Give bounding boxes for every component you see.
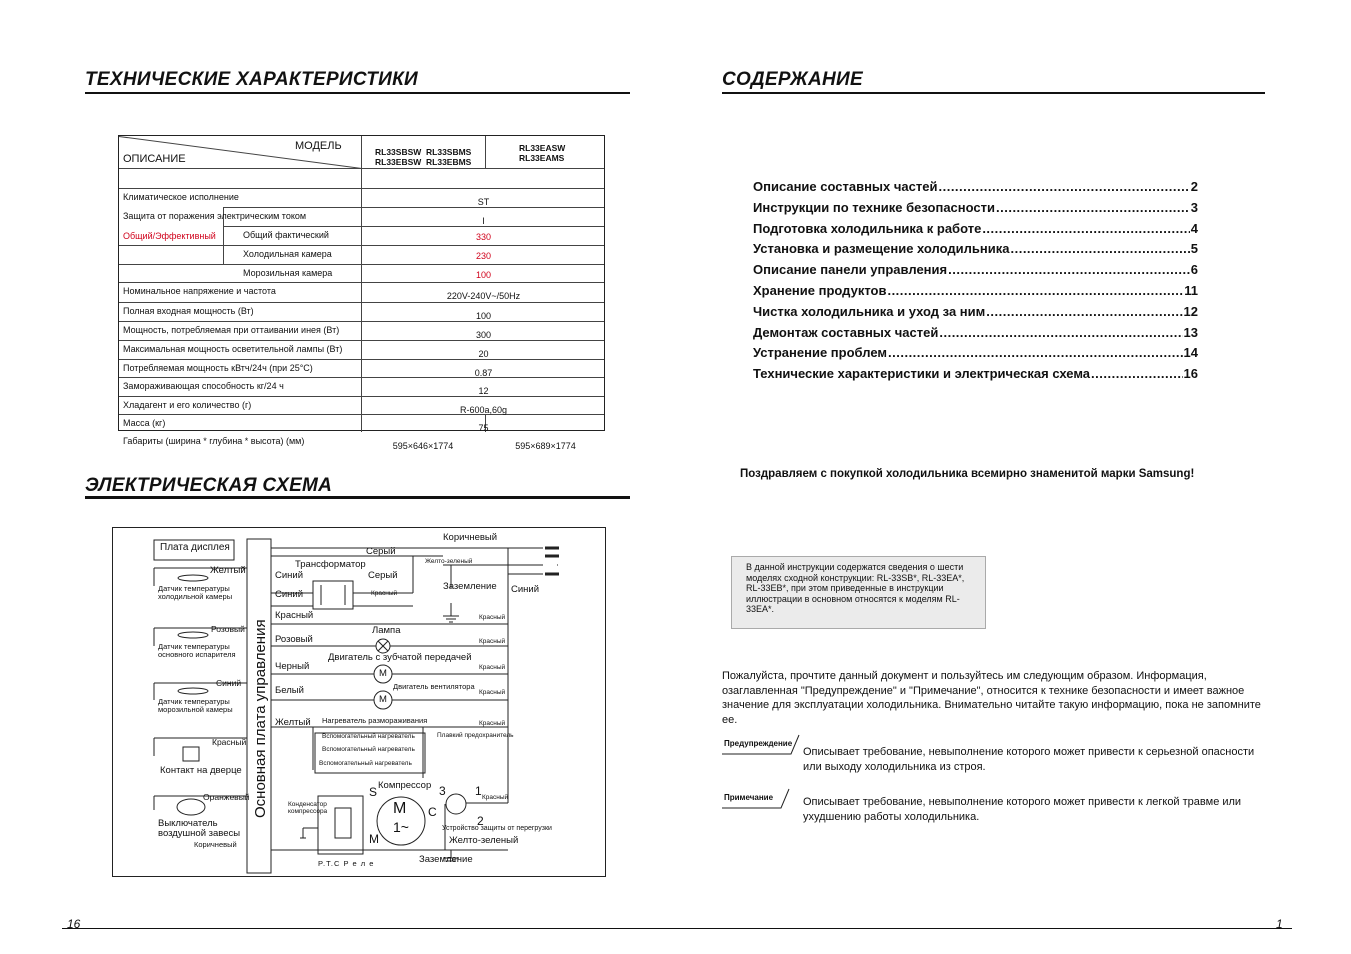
terminal-c: C xyxy=(428,805,437,819)
sensor-evaporator-label: Датчик температуры основного испарителя xyxy=(158,642,236,659)
table-row-line xyxy=(223,226,604,227)
toc-item-dots xyxy=(1010,241,1189,256)
toc-item-title: Подготовка холодильника к работе xyxy=(753,220,982,236)
header-model: МОДЕЛЬ xyxy=(295,140,342,152)
toc-item-title: Установка и размещение холодильника xyxy=(753,241,1010,257)
wire-pink-2: Розовый xyxy=(275,634,313,645)
toc-item-dots xyxy=(939,325,1182,340)
warning-tag: Предупреждение xyxy=(724,739,793,748)
wire-pink: Розовый xyxy=(211,624,245,634)
table-row-label: Потребляемая мощность кВтч/24ч (при 25°C) xyxy=(123,363,313,373)
intro-paragraph: Пожалуйста, прочтите данный документ и пользуйтесь им следующим образом. Информация, озаглавленная "Предупреждение" и "Примечание", относится к технике безопасности и имеет важное значение для эксплуатации холодильника. Внимательно читайте такую информацию, пока не запомните ее. xyxy=(722,670,1261,726)
toc-item-page: 12 xyxy=(1183,303,1198,319)
wire-red-2: Красный xyxy=(212,737,247,747)
note-text: Описывает требование, невыполнение которого может привести к легкой травме или ухудшению работы холодильника. xyxy=(803,796,1242,823)
toc-item-dots xyxy=(986,304,1182,319)
terminal-m: M xyxy=(369,832,379,846)
toc-item-page: 13 xyxy=(1183,324,1198,340)
toc-item-title: Описание составных частей xyxy=(753,179,938,194)
table-row-value: 220V-240V~/50Hz xyxy=(446,291,521,301)
toc-item-dots xyxy=(982,221,1189,236)
table-row-label: Полная входная мощность (Вт) xyxy=(123,306,254,316)
toc-item-title: Устранение проблем xyxy=(753,345,888,361)
toc-item[interactable] xyxy=(753,221,1198,236)
table-row-value: 100 xyxy=(475,270,492,280)
spec-title-rule xyxy=(85,92,630,94)
spec-table xyxy=(118,135,605,451)
toc-item[interactable] xyxy=(753,304,1198,319)
compressor-label: Компрессор xyxy=(378,780,432,791)
toc-item-page: 14 xyxy=(1183,345,1198,361)
note-box: В данной инструкции содержатся сведения о шести моделях сходной конструкции: RL-33SB*, RL-33EA*, RL-33EB*, при этом приведенные в инструкции иллюстрации в основном относятся к моделям RL-33EA*. xyxy=(731,556,986,629)
toc-item[interactable] xyxy=(753,241,1198,256)
page-number-left: 16 xyxy=(67,917,81,931)
wire-yellow-green-top: Желто-зеленый xyxy=(425,558,473,565)
toc-item-title: Инструкции по технике безопасности xyxy=(753,199,995,215)
toc-item-dots xyxy=(1091,366,1183,381)
terminal-s: S xyxy=(369,785,378,799)
main-board-label: Основная плата управления xyxy=(252,619,269,818)
aux-heater-2: Вспомогательный нагреватель xyxy=(322,746,415,753)
wire-red-1: Красный xyxy=(275,610,314,621)
compressor-motor-phase: 1~ xyxy=(393,819,409,835)
table-row-label: Габариты (ширина * глубина * высота) (мм) xyxy=(123,436,305,446)
table-row-value: 595×646×1774 xyxy=(392,441,454,451)
wire-brown-bottom: Коричневый xyxy=(194,840,237,849)
ground-label-2: Заземление xyxy=(419,854,473,865)
table-row-label: Замораживающая способность кг/24 ч xyxy=(123,381,284,391)
wire-blue-1: Синий xyxy=(275,570,304,581)
terminal-3: 3 xyxy=(439,784,446,798)
toc-item-title: Хранение продуктов xyxy=(753,283,887,298)
table-row-label: Климатическое исполнение xyxy=(123,192,239,202)
table-row-value: R-600a,60g xyxy=(459,405,508,415)
sensor-fridge-label: Датчик температуры холодильной камеры xyxy=(158,584,233,601)
overload-label: Устройство защиты от перегрузки xyxy=(442,825,552,832)
toc-item-title: Описание панели управления xyxy=(753,262,948,278)
warning-text: Описывает требование, невыполнение которого может привести к серьезной опасности или выходу холодильника из строя. xyxy=(803,746,1255,773)
wire-red-right-5: Красный xyxy=(479,720,506,727)
wire-red-right-3: Красный xyxy=(479,664,506,671)
table-row-value: 100 xyxy=(475,311,492,321)
sensor-freezer-label: Датчик температуры морозильной камеры xyxy=(158,697,233,714)
schema-title: ЭЛЕКТРИЧЕСКАЯ СХЕМА xyxy=(85,475,333,496)
note-tag: Примечание xyxy=(724,793,774,802)
table-row-label: Холодильная камера xyxy=(243,249,332,259)
toc-item-dots xyxy=(938,179,1189,194)
toc-item[interactable] xyxy=(753,366,1198,381)
group-label: Общий/Эффективный xyxy=(123,231,216,241)
congrats-text: Поздравляем с покупкой холодильника всемирно знаменитой марки Samsung! xyxy=(740,468,1195,480)
toc-item-page: 11 xyxy=(1184,283,1198,298)
wire-yellow: Желтый xyxy=(210,565,246,576)
defrost-heater-label: Нагреватель размораживания xyxy=(322,716,428,725)
toc-item-page: 6 xyxy=(1190,262,1198,278)
table-row-value: 0.87 xyxy=(474,368,493,378)
table-row-value-2: 595×689×1774 xyxy=(515,441,576,451)
display-board-label: Плата дисплея xyxy=(160,542,230,553)
air-curtain-switch-label: Выключатель воздушной завесы xyxy=(158,818,241,839)
schema-title-rule xyxy=(85,496,630,499)
wire-yellow-green: Желто-зеленый xyxy=(449,835,519,846)
toc-item-title: Чистка холодильника и уход за ним xyxy=(753,303,986,319)
wire-white: Белый xyxy=(275,685,304,696)
table-row-label: Мощность, потребляемая при оттаивании инея (Вт) xyxy=(123,325,340,335)
lamp-label: Лампа xyxy=(372,625,401,636)
terminal-1: 1 xyxy=(475,784,482,798)
table-row-value: 12 xyxy=(478,386,489,396)
table-row-line xyxy=(223,207,604,208)
toc-item-dots xyxy=(888,345,1183,360)
table-col-line xyxy=(485,136,486,168)
table-row-value: ST xyxy=(477,197,490,207)
wire-red-right-1: Красный xyxy=(479,614,506,621)
wire-black: Черный xyxy=(275,661,310,672)
wire-red-right-4: Красный xyxy=(479,689,506,696)
wire-red-small: Красный xyxy=(371,590,398,597)
wire-brown-top: Коричневый xyxy=(443,532,498,543)
table-row-value: 230 xyxy=(475,251,492,261)
toc-item-dots xyxy=(996,200,1190,215)
table-row-label: Общий фактический xyxy=(243,230,329,240)
toc-item-page: 16 xyxy=(1183,366,1198,382)
compressor-motor-m: M xyxy=(393,800,407,817)
wire-grey-2: Серый xyxy=(368,570,398,581)
toc-item[interactable] xyxy=(753,325,1198,340)
table-row-label: Максимальная мощность осветительной лампы (Вт) xyxy=(123,344,343,354)
table-row-label: Масса (кг) xyxy=(123,418,166,428)
ptc-relay-label: P.T.C Р е л е xyxy=(318,859,375,868)
wiring-diagram xyxy=(112,527,606,877)
toc-item-title: Демонтаж составных частей xyxy=(753,324,939,340)
spec-title: ТЕХНИЧЕСКИЕ ХАРАКТЕРИСТИКИ xyxy=(85,69,419,90)
toc-item-dots xyxy=(948,262,1190,277)
wire-yellow-2: Желтый xyxy=(275,717,311,728)
toc-item[interactable] xyxy=(753,200,1198,215)
toc-title-rule xyxy=(722,92,1265,94)
toc-item-page: 4 xyxy=(1190,220,1198,236)
table-row-label: Номинальное напряжение и частота xyxy=(123,286,276,296)
wire-blue-2: Синий xyxy=(275,589,304,600)
fan-motor-label: Двигатель вентилятора xyxy=(393,682,475,691)
table-row-value: 300 xyxy=(475,330,492,340)
toc-item[interactable] xyxy=(753,179,1198,194)
page-number-right: 1 xyxy=(1276,917,1283,931)
table-row-label: Хладагент и его количество (г) xyxy=(123,400,252,410)
toc-item-page: 3 xyxy=(1190,199,1198,215)
toc-item[interactable] xyxy=(753,262,1198,277)
capacitor-label: Конденсатор компрессора xyxy=(288,801,328,815)
toc-item[interactable] xyxy=(753,345,1198,360)
table-row-value: 20 xyxy=(478,349,489,359)
wire-red-right-2: Красный xyxy=(479,638,506,645)
table-row-value: I xyxy=(482,216,485,226)
gear-motor-symbol: M xyxy=(379,668,387,679)
transformer-label: Трансформатор xyxy=(295,559,366,570)
toc-item-page: 2 xyxy=(1190,179,1198,194)
table-row-value: 330 xyxy=(475,232,492,242)
wire-orange: Оранжевый xyxy=(203,792,250,802)
toc-item-page: 5 xyxy=(1190,241,1198,257)
toc-item-dots xyxy=(887,283,1183,298)
table-row-value: 75 xyxy=(478,423,489,433)
table-row-label: Морозильная камера xyxy=(243,268,333,278)
table-row-label: Защита от поражения электрическим током xyxy=(123,211,307,221)
header-desc: ОПИСАНИЕ xyxy=(123,153,186,165)
fan-motor-symbol: M xyxy=(379,694,387,705)
footer-rule xyxy=(62,928,1292,929)
wire-blue-right: Синий xyxy=(511,584,540,595)
wire-red-3: Красный xyxy=(482,794,509,801)
fuse-label: Плавкий предохранитель xyxy=(437,732,514,739)
toc-title: СОДЕРЖАНИЕ xyxy=(722,69,863,90)
toc-item[interactable] xyxy=(753,283,1198,298)
ground-label: Заземление xyxy=(443,581,497,592)
model-col2: RL33EASW RL33EAMS xyxy=(519,143,566,163)
toc-item-title: Технические характеристики и электрическая схема xyxy=(753,366,1091,382)
model-col1: RL33SBSW RL33SBMS RL33EBSW RL33EBMS xyxy=(375,147,472,167)
door-contact-label: Контакт на дверце xyxy=(160,765,242,776)
wire-grey: Серый xyxy=(366,546,396,557)
terminal-2: 2 xyxy=(477,814,484,828)
wire-blue-3: Синий xyxy=(216,678,242,688)
aux-heater-3: Вспомогательный нагреватель xyxy=(319,760,412,767)
gear-motor-label: Двигатель с зубчатой передачей xyxy=(328,652,472,663)
aux-heater-1: Вспомогательный нагреватель xyxy=(322,733,415,740)
